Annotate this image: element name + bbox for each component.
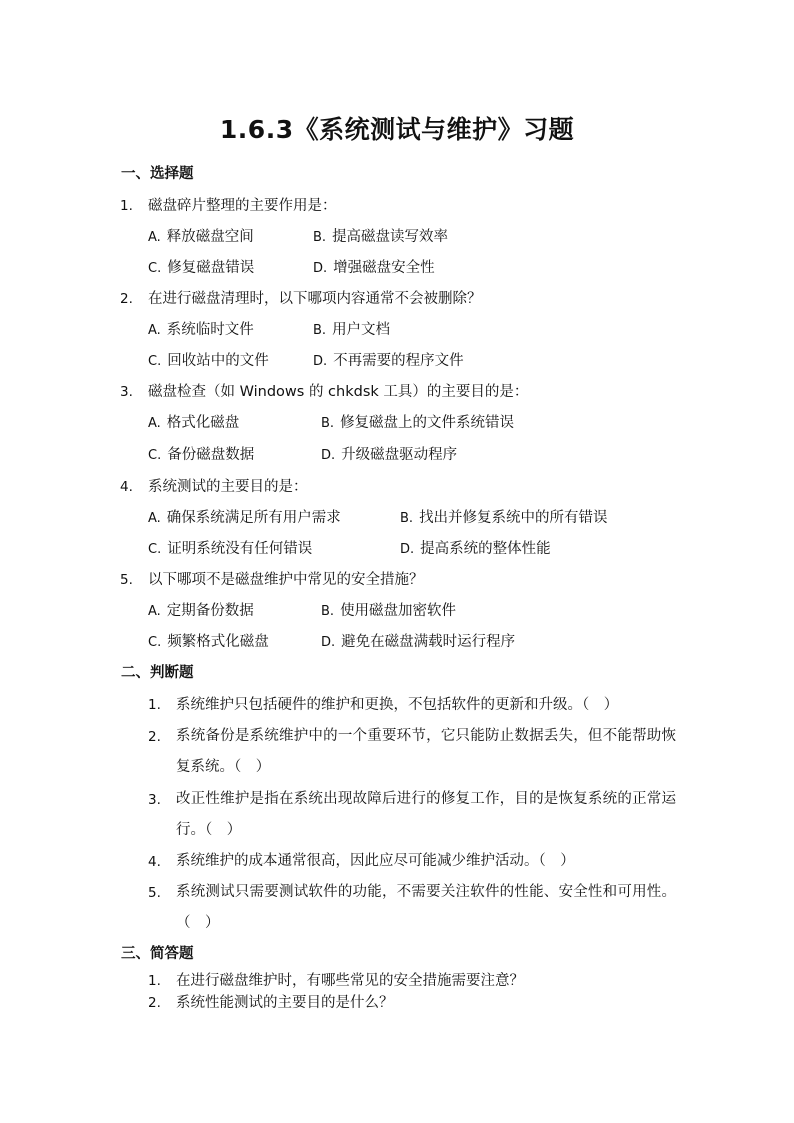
- judge-statement: 系统备份是系统维护中的一个重要环节，它只能防止数据丢失，但不能帮助恢复系统。（ ）: [176, 728, 676, 775]
- option-a: A. 确保系统满足所有用户需求: [148, 510, 341, 526]
- option-d: D. 升级磁盘驱动程序: [321, 447, 458, 463]
- short-number: 2.: [148, 995, 161, 1011]
- judge-statement: 系统测试只需要测试软件的功能，不需要关注软件的性能、安全性和可用性。（ ）: [176, 884, 676, 931]
- question-number: 2.: [120, 291, 133, 307]
- option-a: A. 格式化磁盘: [148, 415, 240, 431]
- judge-statement: 系统维护的成本通常很高，因此应尽可能减少维护活动。（ ）: [176, 853, 575, 869]
- question-number: 3.: [120, 384, 133, 400]
- question-text: 磁盘碎片整理的主要作用是：: [148, 198, 337, 214]
- option-b: B. 用户文档: [313, 322, 391, 338]
- judge-number: 2.: [148, 729, 161, 745]
- option-a: A. 系统临时文件: [148, 322, 254, 338]
- question-text: 在进行磁盘清理时，以下哪项内容通常不会被删除？: [148, 291, 482, 307]
- question-number: 4.: [120, 479, 133, 495]
- option-c: C. 回收站中的文件: [148, 353, 269, 369]
- judge-statement: 系统维护只包括硬件的维护和更换，不包括软件的更新和升级。（ ）: [176, 697, 619, 713]
- short-number: 1.: [148, 973, 161, 989]
- option-c: C. 频繁格式化磁盘: [148, 634, 269, 650]
- short-question: 在进行磁盘维护时，有哪些常见的安全措施需要注意？: [176, 973, 524, 989]
- question-text: 磁盘检查（如 Windows 的 chkdsk 工具）的主要目的是：: [148, 384, 529, 400]
- option-a: A. 释放磁盘空间: [148, 229, 254, 245]
- option-c: C. 证明系统没有任何错误: [148, 541, 313, 557]
- document-title: 1.6.3《系统测试与维护》习题: [219, 115, 575, 144]
- question-text: 以下哪项不是磁盘维护中常见的安全措施？: [148, 572, 424, 588]
- judge-number: 5.: [148, 885, 161, 901]
- question-number: 5.: [120, 572, 133, 588]
- option-a: A. 定期备份数据: [148, 603, 254, 619]
- section-heading-judge: 二、判断题: [121, 665, 194, 681]
- option-c: C. 修复磁盘错误: [148, 260, 255, 276]
- option-d: D. 增强磁盘安全性: [313, 260, 435, 276]
- option-d: D. 避免在磁盘满载时运行程序: [321, 634, 516, 650]
- judge-number: 4.: [148, 854, 161, 870]
- option-d: D. 不再需要的程序文件: [313, 353, 464, 369]
- option-b: B. 提高磁盘读写效率: [313, 229, 449, 245]
- option-b: B. 修复磁盘上的文件系统错误: [321, 415, 515, 431]
- section-heading-choice: 一、选择题: [121, 166, 194, 182]
- option-b: B. 找出并修复系统中的所有错误: [400, 510, 608, 526]
- option-c: C. 备份磁盘数据: [148, 447, 255, 463]
- judge-number: 1.: [148, 697, 161, 713]
- section-heading-short: 三、简答题: [121, 946, 194, 962]
- short-question: 系统性能测试的主要目的是什么？: [176, 995, 394, 1011]
- question-number: 1.: [120, 198, 133, 214]
- judge-number: 3.: [148, 792, 161, 808]
- option-b: B. 使用磁盘加密软件: [321, 603, 457, 619]
- option-d: D. 提高系统的整体性能: [400, 541, 551, 557]
- judge-statement: 改正性维护是指在系统出现故障后进行的修复工作，目的是恢复系统的正常运行。（ ）: [176, 791, 676, 838]
- question-text: 系统测试的主要目的是：: [148, 479, 308, 495]
